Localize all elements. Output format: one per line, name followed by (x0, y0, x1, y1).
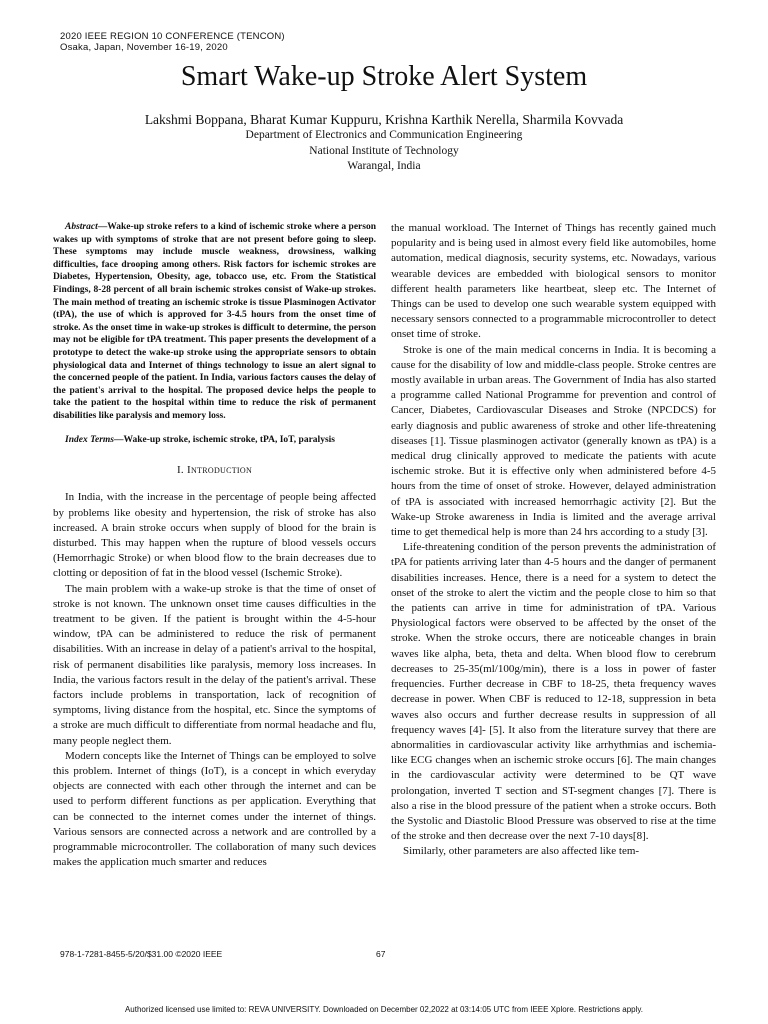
affiliation (0, 128, 768, 175)
body-paragraph: Modern concepts like the Internet of Things can be employed to solve this problem. Internet of things (IoT), is a concept in which everyday objects are connected with each other through the internet and can be used to perform different functions as per application. Everything that can be connected to the internet comes under the internet of things. Various sensors are connected across a network and are controlled by a programmable microcontroller. The collaboration of many such devices makes the application much smarter and reduces (53, 749, 376, 869)
affiliation-institute: National Institute of Technology (309, 144, 459, 157)
index-terms-text: —Wake-up stroke, ischemic stroke, tPA, IoT, paralysis (114, 434, 335, 445)
affiliation-department: Department of Electronics and Communication Engineering (245, 129, 523, 141)
license-notice: Authorized licensed use limited to: REVA UNIVERSITY. Downloaded on December 02,2022 at 03:14:05 UTC from IEEE Xplore. Restrictions apply. (124, 1005, 644, 1014)
section-heading-introduction (53, 463, 376, 478)
abstract (53, 221, 376, 423)
body-paragraph: The main problem with a wake-up stroke is that the time of onset of stroke is not known. The unknown onset time causes difficulties in the treatment to be given. If the patient is brought within the 4-5-hour window, tPA can be administered to reduce the risk of permanent disabilities. With an increase in delay of a patient's arrival to the hospital, risk of permanent disabilities like paralysis, memory loss increases. In India, the various factors result in the delay of the patient's arrival. These factors include problems in transportation, lack of recognition of symptoms, living distance from the hospital, etc. Since the symptoms of a stroke are much difficult to differentiate from normal headache and flu, many people neglect them. (53, 582, 376, 747)
footer-isbn: 978-1-7281-8455-5/20/$31.00 ©2020 IEEE (60, 949, 223, 959)
body-paragraph: Life-threatening condition of the person prevents the administration of tPA for patients arriving later than 4-5 hours and the danger of permanent disabilities increases. Hence, there is a need for a system to detect the onset of the stroke to alert the victim and the people close to him so that the patients can arrive in time for administration of tPA. Various Physiological factors were observed to be affected by the onset of the stroke. When the stroke occurs, there are noticeable changes in brain waves like alpha, beta, theta and delta. When blood flow to cerebrum decreases to 25-35(ml/100g/min), there is a loss in power of faster frequencies. Further decrease in CBF to 18-25, theta frequency waves decrease in power. When CBF is reduced to 12-18, suppression in beta waves also occurs and further decrease results in suppression of all frequency waves [4]- [5]. It also from the literature survey that there are abnormalities in cardiovascular activity like arrhythmias and ischemia-like ECG changes when an ischemic stroke occurs [6]. The main changes in the cardiovascular activity were determined to be QT wave prolongation, inverted T section and ST-segment changes [7]. There is also a rise in the blood pressure of the patient when a stroke occurs. Both the Systolic and Diastolic Blood Pressure was observed to rise at the time of the stroke and then decrease over the next 7-10 days[8]. (391, 541, 716, 843)
left-column (53, 221, 376, 870)
abstract-lead: Abstract (65, 222, 98, 232)
body-paragraph: In India, with the increase in the percentage of people being affected by problems like obesity and hypertension, the risk of stroke has also increased. A brain stroke occurs when supply of blood for the brain is disturbed. This may happen when the rupture of blood vessels occurs (Hemorrhagic Stroke) or when blood flow to the brain decreases due to clotting or deposition of fat in the blood vessel (Ischemic Stroke). (53, 491, 376, 580)
index-terms (53, 434, 376, 447)
conference-location-date: Osaka, Japan, November 16-19, 2020 (60, 42, 228, 53)
abstract-text: —Wake-up stroke refers to a kind of ischemic stroke where a person wakes up with symptoms of stroke that are not present before going to sleep. These symptoms may include muscle weakness, drowsiness, walking difficulties, face drooping among others. Risk factors for ischemic strokes are Diabetes, Hypertension, Obesity, age, tobacco use, etc. From the Statistical Findings, 8-28 percent of all brain ischemic strokes consist of Wake-up strokes. The main method of treating an ischemic stroke is tissue Plasminogen Activator (tPA), the use of which is approved for 3-4.5 hours from the onset time of stroke. As the onset time in wake-up strokes is difficult to determine, the person may not be eligible for tPA treatment. This paper presents the development of a prototype to detect the wake-up stroke using the appropriate sensors to obtain physiological data and Internet of things technology to issue an alert signal to the concerned people of the patient. In India, various factors causes the delay of the patient's arrival to the hospital. The proposed device helps the people to take the patient to the hospital within time to reduce the risk of permanent disabilities like paralysis and memory loss. (53, 222, 376, 421)
body-paragraph: Similarly, other parameters are also affected like tem- (403, 845, 640, 858)
section-number: I. (176, 464, 188, 477)
index-terms-lead: Index Terms (65, 434, 115, 445)
paper-title: Smart Wake-up Stroke Alert System (180, 61, 588, 92)
author-list: Lakshmi Boppana, Bharat Kumar Kuppuru, Krishna Karthik Nerella, Sharmila Kovvada (144, 112, 624, 127)
conference-name: 2020 IEEE REGION 10 CONFERENCE (TENCON) (60, 31, 285, 42)
section-title: Introduction (187, 464, 253, 477)
page-number: 67 (376, 949, 386, 959)
affiliation-city: Warangal, India (347, 160, 421, 172)
right-column (391, 221, 716, 860)
body-paragraph: Stroke is one of the main medical concerns in India. It is becoming a cause for the disability of low and middle-class people. Stroke centres are mostly available in urban areas. The Government of India has also started a programme called National Programme for prevention and control of Cancer, Diabetes, Cardiovascular Diseases and Stroke (NPCDCS) for early diagnosis and public awareness of stroke and other life-threatening diseases [1]. Tissue plasminogen activator (generally known as tPA) is a medical drug clinically approved to medicate the patients with acute ischemic stroke. But it is effective only when administered before 4-5 hours from the time of onset of stroke. However, delayed administration of tPA is associated with increased hemorrhagic activity [2]. But the Wake-up Stroke awareness in India is limited and the average arrival time to get themedical help is more than 24 hrs according to a study [3]. (391, 343, 716, 539)
body-paragraph: the manual workload. The Internet of Things has recently gained much popularity and is being used in almost every field like automobiles, home automation, medical diagnosis, security systems, etc. Nowadays, various wearable devices are embedded with biological sensors to monitor different health parameters like heartbeat, sleep etc. The Internet of Things can be used to develop one such wearable system equipped with necessary sensors connected to a programmable microcontroller to detect onset time of stroke. (391, 222, 716, 341)
conference-header (60, 31, 285, 53)
